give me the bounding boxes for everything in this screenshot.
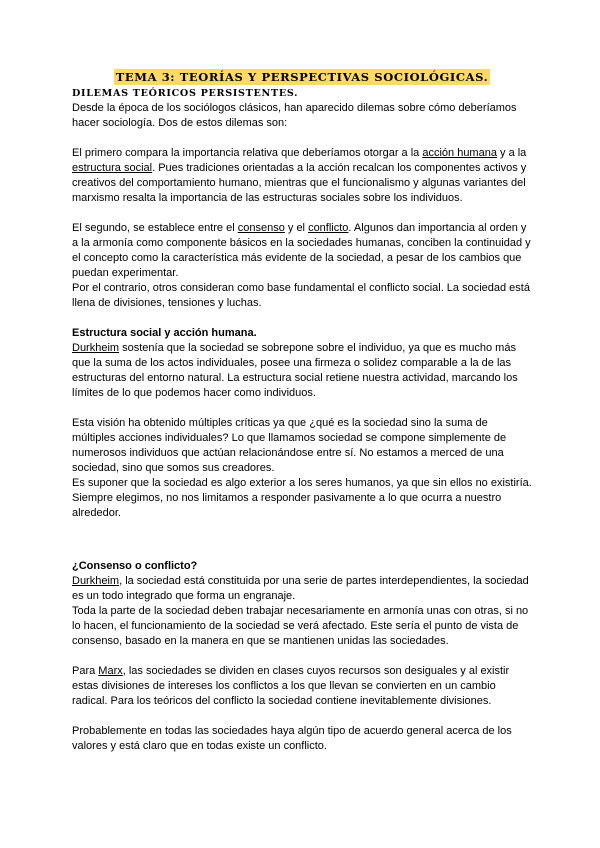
spacer [72, 131, 532, 146]
consenso-paragraph-4: Probablemente en todas las sociedades haya algún tipo de acuerdo general acerca de los valores y está claro que en todas existe un conflicto. [72, 725, 512, 752]
estructura-paragraph-1 [72, 341, 532, 401]
estructura-heading: Estructura social y acción humana. [72, 327, 257, 339]
spacer [72, 521, 532, 536]
consenso-paragraph-2: Toda la parte de la sociedad deben trabajar necesariamente en armonía unas con otras, si no lo hacen, el funcionamiento de la sociedad se verá afectado. Este sería el punto de vista de consenso, basado en la manera en que se mantienen unidas las sociedades. [72, 605, 529, 647]
spacer [72, 536, 532, 559]
spacer [72, 311, 532, 326]
dilemas-paragraph-2 [72, 221, 532, 281]
spacer [72, 401, 532, 416]
text-span: . Algunos dan importancia al orden y a la armonía como componente básicos en la sociedades humanas, conciben la continuidad y el concepto como la característica más evidente de la sociedad, a pesar de los cambios que puedan experimentar. [72, 222, 531, 279]
dilemas-intro: Desde la época de los sociólogos clásicos, han aparecido dilemas sobre cómo deberíamos hacer sociología. Dos de estos dilemas son: [72, 102, 517, 129]
dilemas-paragraph-3: Por el contrario, otros consideran como base fundamental el conflicto social. La sociedad está llena de divisiones, tensiones y luchas. [72, 282, 530, 309]
text-span: Para [72, 665, 99, 677]
estructura-paragraph-3: Es suponer que la sociedad es algo exterior a los seres humanos, ya que sin ellos no existiría. Siempre elegimos, no nos limitamos a responder pasivamente a lo que ocurra a nuestro alrededor. [72, 477, 532, 519]
dilemas-paragraph-1 [72, 146, 532, 206]
term-accion-humana: acción humana [422, 147, 497, 159]
text-span: El primero compara la importancia relativa que deberíamos otorgar a la [72, 147, 423, 159]
term-estructura-social: estructura social [72, 162, 153, 174]
term-durkheim: Durkheim [72, 575, 120, 587]
estructura-paragraph-2: Esta visión ha obtenido múltiples críticas ya que ¿qué es la sociedad sino la suma de múltiples acciones individuales? Lo que llamamos sociedad se compone simplemente de numerosos individuos que actúan relacionándose entre sí. No estamos a merced de una sociedad, sino que somos sus creadores. [72, 417, 507, 474]
consenso-paragraph-3 [72, 664, 532, 709]
spacer [72, 649, 532, 664]
term-durkheim: Durkheim [72, 342, 120, 354]
text-span: sostenía que la sociedad se sobrepone sobre el individuo, ya que es mucho más que la suma de los actos individuales, posee una firmeza o solidez comparable a la de las estructuras del entorno natural. La estructura social retiene nuestra actividad, marcando los límites de lo que podemos hacer como individuos. [72, 342, 518, 399]
term-marx: Marx [98, 665, 123, 677]
term-conflicto: conflicto [308, 222, 349, 234]
section-subtitle: DILEMAS TEÓRICOS PERSISTENTES. [72, 88, 299, 99]
term-consenso: consenso [237, 222, 285, 234]
text-span: , la sociedad está constituida por una serie de partes interdependientes, la sociedad es un todo integrado que forma un engranaje. [72, 575, 529, 602]
text-span: y el [284, 222, 309, 234]
document-page [72, 66, 532, 754]
text-span: El segundo, se establece entre el [72, 222, 238, 234]
title-wrap [72, 68, 532, 85]
text-span: y a la [496, 147, 527, 159]
consenso-heading: ¿Consenso o conflicto? [72, 560, 198, 572]
spacer [72, 206, 532, 221]
text-span: . Pues tradiciones orientadas a la acción recalcan los componentes activos y creativos del comportamiento humano, mientras que el funcionalismo y algunas variantes del marxismo resalta la importancia de las estructuras sociales sobre los individuos. [72, 162, 527, 204]
text-span: , las sociedades se dividen en clases cuyos recursos son desiguales y al existir estas divisiones de intereses los conflictos a los que llevan se convierten en un cambio radical. Para los teóricos del conflicto la sociedad contiene inevitablemente divisiones. [72, 665, 510, 707]
spacer [72, 709, 532, 724]
page-title: TEMA 3: TEORÍAS Y PERSPECTIVAS SOCIOLÓGICAS. [115, 70, 489, 84]
consenso-paragraph-1 [72, 574, 532, 604]
